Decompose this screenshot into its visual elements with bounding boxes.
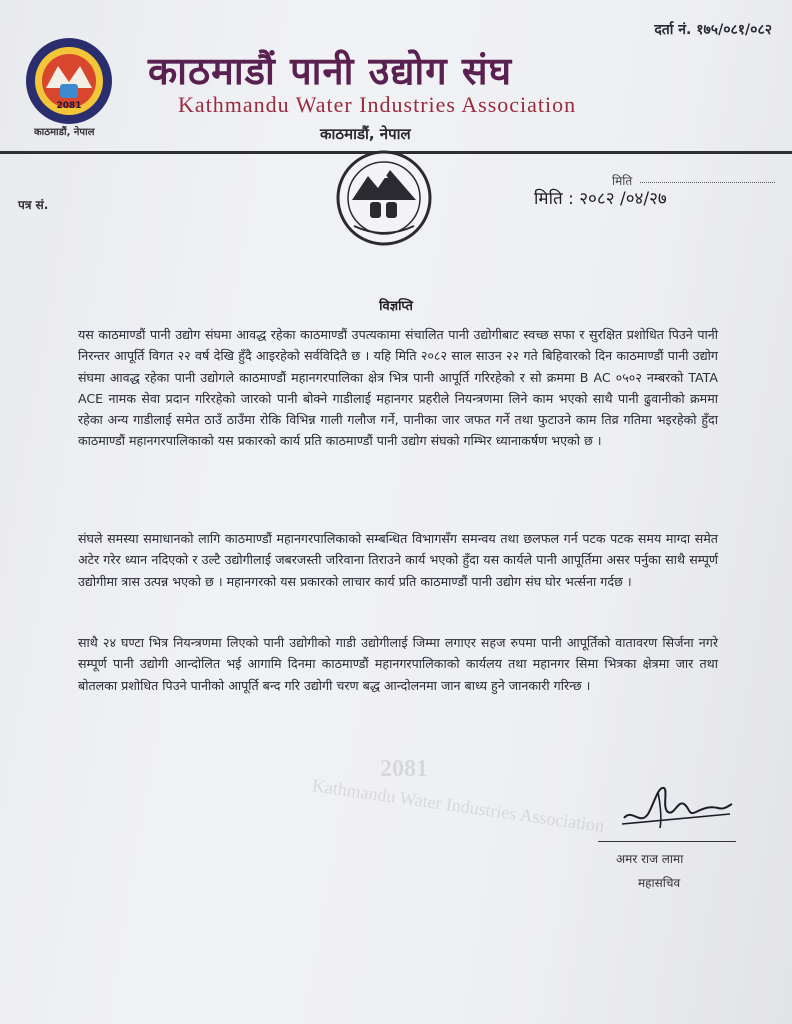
registration-number: दर्ता नं. १७५/०८१/०८२ (654, 22, 772, 38)
notice-paragraph-3: साथै २४ घण्टा भित्र नियन्त्रणमा लिएको पानी उद्योगीको गाडी उद्योगीलाई जिम्मा लगाएर सहज रुपमा पानी आपूर्तिको वातावरण सिर्जना नगरे सम्पूर्ण पानी उद्योगी आन्दोलित भई आगामि दिनमा काठमाण्डौं महानगरपालिकाको कार्यलय तथा महानगर सिमा भित्रका क्षेत्रमा जार तथा बोतलका प्रशोधित पिउने पानीको आपूर्ति बन्द गरि उद्योगी चरण बद्ध आन्दोलनमा जान बाध्य हुने जानकारी गरिन्छ । (78, 635, 718, 693)
association-logo-icon (24, 36, 114, 126)
logo-year: 2081 (56, 101, 82, 111)
signature-line (598, 841, 736, 842)
letterhead-city: काठमाडौं, नेपाल (320, 125, 411, 143)
watermark-year: 2081 (380, 756, 428, 782)
letter-date: मिति : २०८२ /०४/२७ (534, 189, 667, 209)
association-name-english: Kathmandu Water Industries Association (178, 92, 577, 117)
notice-paragraph-1: यस काठमाण्डौं पानी उद्योग संघमा आवद्ध रहेका काठमाण्डौं उपत्यकामा संचालित पानी उद्योगीबाट स्वच्छ सफा र सुरक्षित प्रशोधित पिउने पानी निरन्तर आपूर्ति विगत २२ वर्ष देखि हुँदै आइरहेको सर्वविदितै छ । यहि मिति २०८२ साल साउन २२ गते बिहिवारको दिन काठमाण्डौं पानी उद्योग संघमा आवद्ध रहेका पानी उद्योगले काठमाण्डौं महानगरपालिका क्षेत्र भित्र पानी आपूर्ति गरिरहेको र सो क्रममा B AC ०५०२ नम्बरको TATA ACE नामक सेवा प्रदान गरिरहेको जारको पानी बोक्ने गाडीलाई महानगर प्रहरीले नियन्त्रणमा लिने काम भएको साथै पानी ढुवानीको क्रममा रहेका अन्य गाडीलाई समेत ठाउँ ठाउँमा रोकि विभिन्न गाली गलौज गर्ने, पानीका जार जफत गर्ने तथा फुटाउने काम तिव्र गतिमा भइरहेको हुँदा काठमाण्डौं महानगरपालिकाको यस प्रकारको कार्य प्रति काठमाण्डौं पानी उद्योग संघको गम्भिर ध्यानाकर्षण भएको छ । (78, 327, 718, 449)
watermark-logo-icon (300, 740, 620, 840)
handwritten-signature (618, 778, 736, 834)
notice-paragraph-2: संघले समस्या समाधानको लागि काठमाण्डौं महानगरपालिकाको सम्बन्धित विभागसँग समन्वय तथा छलफल गर्न पटक पटक समय माग्दा समेत अटेर गरेर ध्यान नदिएको र उल्टै उद्योगीलाई जबरजस्ती जरिवाना तिराउने कार्य भएको हुँदा यस कार्यले पानी आपूर्तिमा असर पर्नुका साथै सम्पूर्ण उद्योगीमा त्रास उत्पन्न भएको छ । महानगरको यस प्रकारको लाचार कार्य प्रति काठमाण्डौं पानी उद्योग संघ घोर भर्त्सना गर्दछ । (78, 531, 718, 589)
watermark-text: Kathmandu Water Industries Association (310, 775, 606, 837)
date-label: मिति (612, 174, 633, 188)
signatory-name: अमर राज लामा (616, 852, 684, 866)
logo-caption: काठमाडौं, नेपाल (34, 127, 95, 138)
association-name-nepali: काठमाडौं पानी उद्योग संघ (148, 49, 513, 93)
association-seal-icon (334, 150, 434, 246)
signatory-title: महासचिव (638, 876, 681, 890)
notice-heading: विज्ञप्ति (379, 299, 413, 314)
date-dotted-line (640, 182, 775, 183)
letter-reference-label: पत्र सं. (18, 198, 49, 212)
